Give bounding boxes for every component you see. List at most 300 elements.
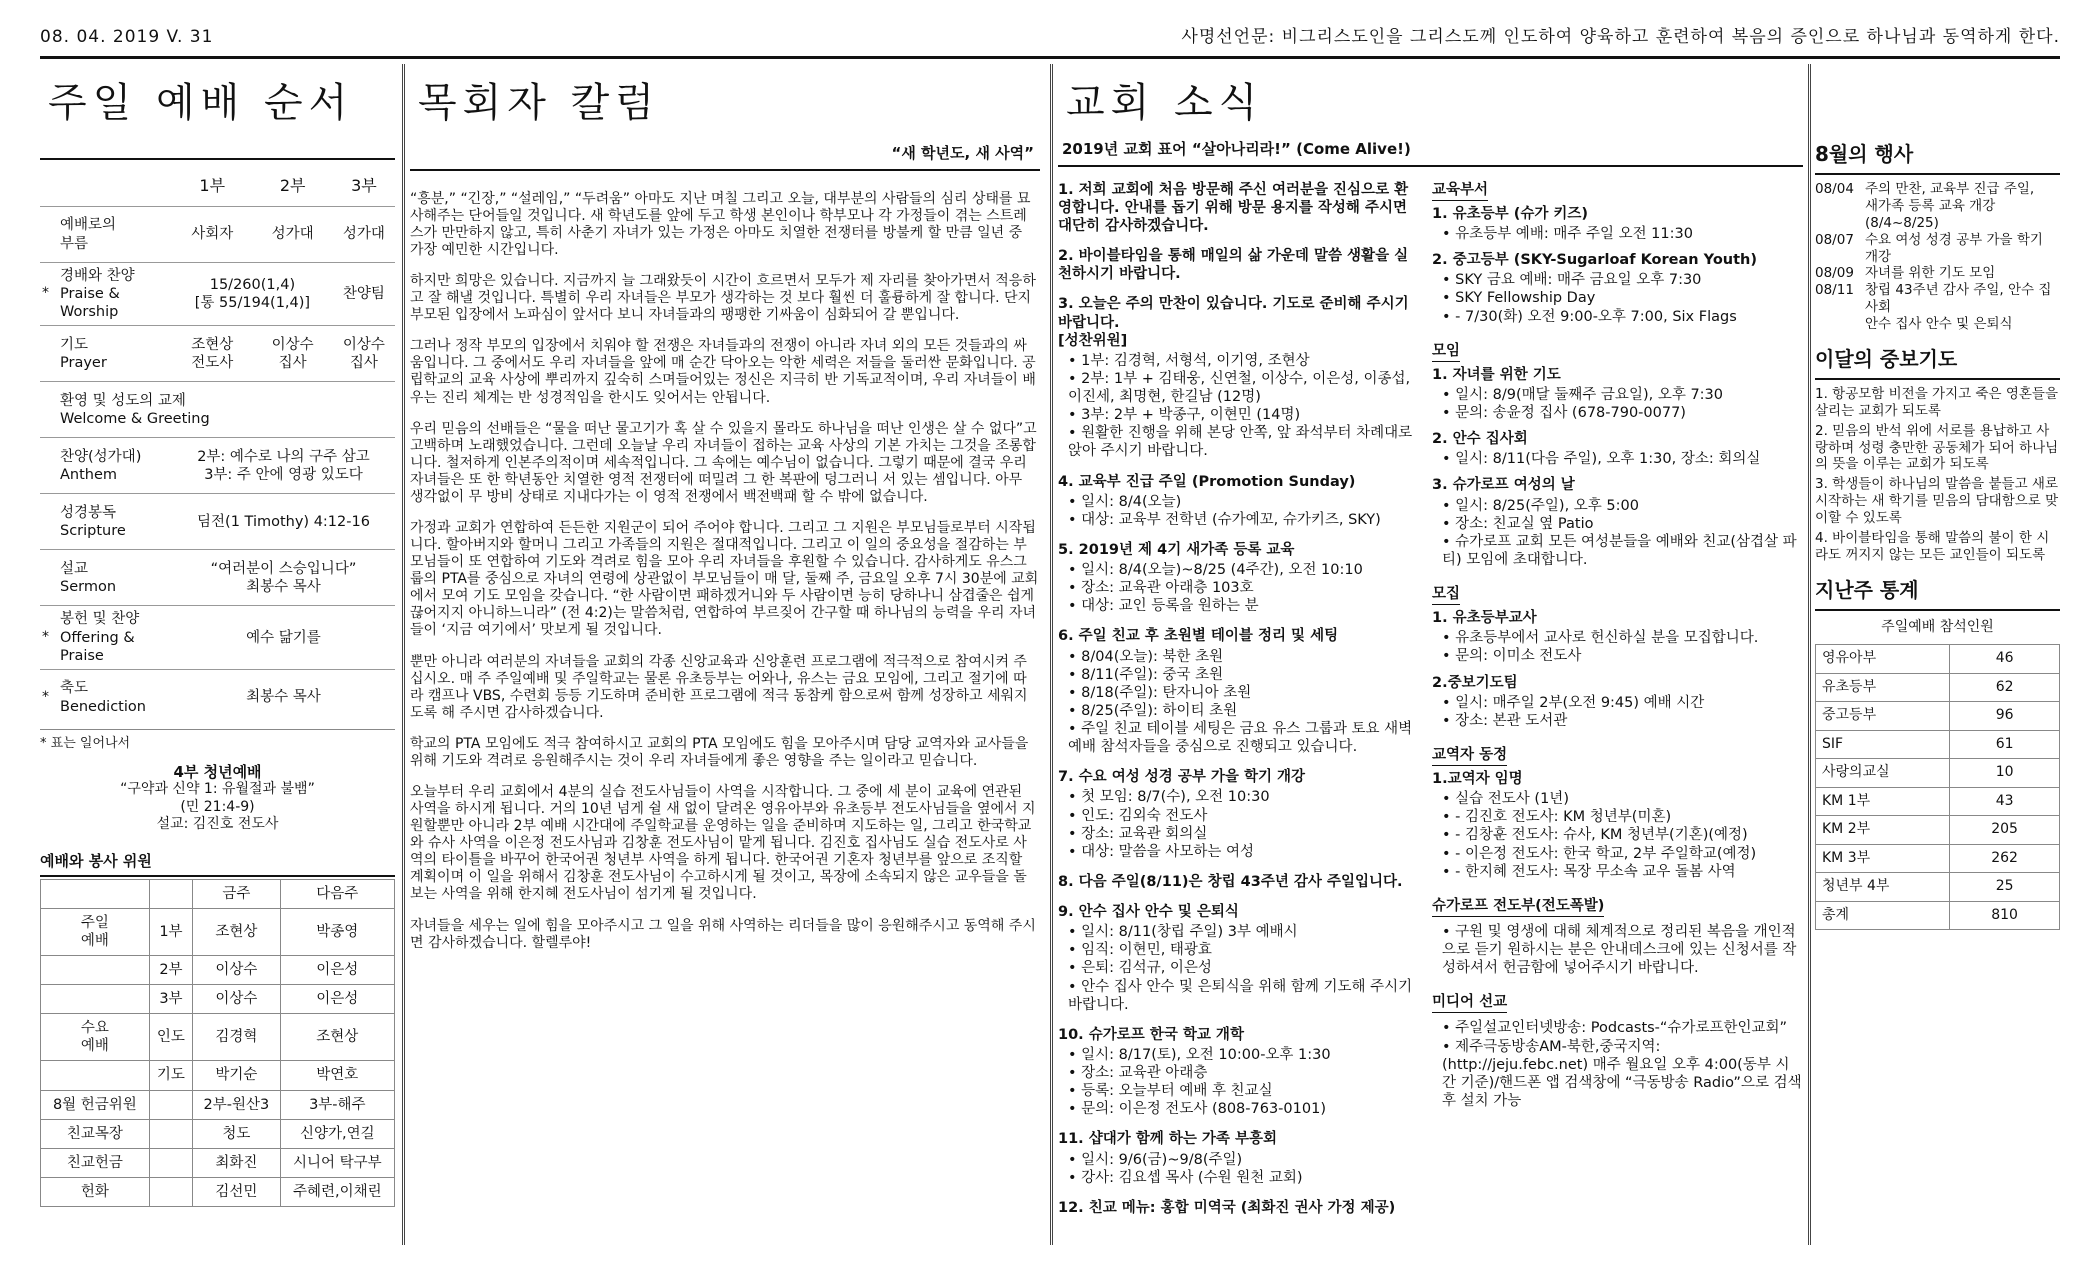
staff-cell: 기도 [149,1061,192,1090]
prayer-title: 이달의 중보기도 [1815,346,1958,371]
worship-row [40,669,395,725]
news-item [1058,768,1418,861]
news-entry-detail: • 장소: 친교실 옆 Patio [1442,515,1802,533]
column-subtitle: “새 학년도, 새 사역” [891,144,1034,162]
events-title: 8월의 행사 [1815,142,1914,166]
top-bar [40,22,2060,54]
news-entry-list [1442,271,1802,325]
worship-row [40,438,395,494]
news-item-title: 5. 2019년 제 4기 새가족 등록 교육 [1058,541,1295,558]
news-entry-detail: • 주일설교인터넷방송: Podcasts-“슈가로프한인교회” [1442,1019,1802,1037]
stand-mark [40,382,58,438]
stand-mark [40,550,58,606]
news-entry-detail: • - 이은정 전도사: 한국 학교, 2부 주일학교(예정) [1442,845,1802,863]
news-item [1058,1130,1418,1186]
news-item [1058,181,1418,235]
news-entry-detail: • 유초등부 예배: 매주 주일 오전 11:30 [1442,225,1802,243]
item-value: 성가대 [252,207,332,263]
staff-cell [149,1148,192,1177]
stats-value: 262 [1950,844,2060,873]
service-col-2: 2부 [279,176,306,195]
column-body [410,191,1040,952]
news-entry-list [1442,923,1802,977]
event-desc: 자녀를 위한 기도 모임 [1865,265,1996,282]
column-paragraph: 학교의 PTA 모임에도 적극 참여하시고 교회의 PTA 모임에도 힘을 모아주시며 담당 교역자와 교사들을 위해 기도와 격려로 응원해주시는 것이 우리 자녀들에게 좋은 영향을 주는 일이라고 믿습니다. [410,735,1029,769]
event-row [1815,181,2060,232]
worship-row [40,382,395,438]
youth-worship [40,763,395,834]
staff-title: 예배와 봉사 위원 [40,851,152,870]
news-entry-list [1442,225,1802,243]
event-date: 08/11 [1815,282,1854,299]
news-item-list [1068,352,1418,461]
news-left [1058,181,1418,1229]
stats-label: KM 2부 [1816,816,1950,845]
event-desc: 수요 여성 성경 공부 가을 학기 개강 [1865,231,2043,265]
news-item-detail: • 대상: 말씀을 사모하는 여성 [1068,843,1418,861]
event-date: 08/07 [1815,231,1854,248]
staff-cell [149,1090,192,1119]
staff-cell: 조현상 [193,908,281,955]
news-entry-title: 3. 슈가로프 여성의 날 [1432,477,1575,494]
staff-cell: 2부 [149,955,192,984]
news-entry-detail: • 일시: 8/11(다음 주일), 오후 1:30, 장소: 회의실 [1442,450,1802,468]
worship-row [40,494,395,550]
staff-head: 금주 [193,879,281,908]
staff-cell: 인도 [149,1014,192,1061]
stats-title: 지난주 통계 [1815,577,1919,602]
news-item [1058,903,1418,1014]
stand-mark: * [40,669,58,725]
stats-head: 주일예배 참석인원 [1881,618,1994,635]
staff-row [41,1014,395,1061]
stats-label: 중고등부 [1816,702,1950,731]
item-value: “여러분이 스승입니다” 최봉수 목사 [172,550,395,606]
news-item-detail: • 강사: 김요셉 목사 (수원 원천 교회) [1068,1169,1418,1187]
stand-mark [40,207,58,263]
stand-mark [40,494,58,550]
news-item-list [1068,1151,1418,1187]
news-entry-detail: • 장소: 본관 도서관 [1442,712,1802,730]
column-title: 목회자 칼럼 [418,80,660,126]
column-paragraph: 하지만 희망은 있습니다. 지금까지 늘 그래왔듯이 시간이 흐르면서 모두가 제 자리를 찾아가면서 적응하고 잘 해낼 것입니다. 특별히 우리 자녀들은 부모가 생각하는 것 보다 훨씬 더 훌륭하게 잘 합니다. 단지 부모된 입장에서 노파심이 앞서다 보니 자녀들과의 팽팽한 기싸움이 심화되어 갈 뿐입니다. [410,273,1036,324]
top-rule [40,56,2060,59]
prayer-item: 3. 학생들이 하나님의 말씀을 붙들고 새로 시작하는 새 학기를 믿음의 담대함으로 맞이할 수 있도록 [1815,476,2059,526]
column-paragraph: 오늘부터 우리 교회에서 4분의 실습 전도사님들이 사역을 시작합니다. 그 중에 세 분이 교육에 연관된 사역을 하시게 됩니다. 거의 10년 넘게 쉴 새 없이 달려온 영유아부와 유초등부 전도사님들을 옆에서 지원할뿐만 아니라 2부 예배 시간대에 주일학교를 운영하는 일을 준비하며 지도하는 일, 그리고 한국학교와 슈사 사역을 이은정 전도사님과 김창훈 전도사님이 맡게 됩니다. 김진호 집사님도 실습 전도사로 사역의 타이틀을 바꾸어 한국어권 청년부 사역을 하게 됩니다. 한국어권 기혼자 청년부를 앞으로 조직할 계획이며 이 일을 위해서 김창훈 전도사님이 수고하시게 될 것이고, 목장에 소속되지 않은 교우들을 돌보는 사역을 위해 한지혜 전도사님이 섬기게 될 것입니다. [410,784,1036,903]
item-value: 딤전(1 Timothy) 4:12-16 [172,494,395,550]
news-item-detail: • 1부: 김경혁, 서형석, 이기영, 조현상 [1068,352,1418,370]
news-item-detail: • 대상: 교육부 전학년 (슈가예꼬, 슈가키즈, SKY) [1068,511,1418,529]
pastor-column [410,64,1040,1245]
item-value: 이상수 집사 [252,326,332,382]
news-section-title: 교육부서 [1432,181,1488,201]
news-column [1058,64,1803,1245]
staff-cell [41,955,150,984]
news-entry-list [1442,790,1802,881]
worship-column [40,64,395,1245]
news-entry-list [1442,1019,1802,1110]
staff-cell: 주일 예배 [41,908,150,955]
news-section-title: 슈가로프 전도부(전도폭발) [1432,897,1604,917]
event-desc: 주의 만찬, 교육부 진급 주일, 새가족 등록 교육 개강 (8/4~8/25) [1865,181,2035,231]
mission-statement: 사명선언문: 비그리스도인을 그리스도께 인도하여 양육하고 훈련하여 복음의 증인으로 하나님과 동역하게 한다. [1181,27,2060,48]
service-col-1: 1부 [199,176,226,195]
news-entry-list [1442,450,1802,468]
news-entry [1432,476,1802,569]
event-row [1815,265,2060,282]
news-entry-detail: • 슈가로프 교회 모든 여성분들을 예배와 친교(삼겹살 파티) 모임에 초대합니다. [1442,533,1802,569]
worship-row [40,326,395,382]
news-item-detail: • 일시: 8/11(창립 주일) 3부 예배시 [1068,923,1418,941]
worship-row [40,550,395,606]
item-value: 예수 닮기를 [172,606,395,669]
news-item-detail: • 대상: 교인 등록을 원하는 분 [1068,597,1418,615]
news-item-detail: • 3부: 2부 + 박종구, 이현민 (14명) [1068,406,1418,424]
staff-cell: 친교목장 [41,1119,150,1148]
staff-cell [41,985,150,1014]
news-entry [1432,609,1802,665]
news-item-list [1068,493,1418,529]
staff-row [41,1119,395,1148]
header-blank [58,166,172,207]
stats-label: 유초등부 [1816,673,1950,702]
news-entry [1432,366,1802,422]
staff-cell: 8월 헌금위원 [41,1090,150,1119]
news-entry-title: 1. 자녀를 위한 기도 [1432,366,1561,383]
staff-cell: 조현상 [280,1014,394,1061]
item-value: 조현상 전도사 [172,326,252,382]
staff-row [41,1090,395,1119]
staff-cell: 박기순 [193,1061,281,1090]
news-item-title: 12. 친교 메뉴: 홍합 미역국 (최화진 권사 가정 제공) [1058,1199,1396,1216]
news-item-title: 1. 저희 교회에 처음 방문해 주신 여러분을 진심으로 환영합니다. 안내를 돕기 위해 방문 용지를 작성해 주시면 대단히 감사하겠습니다. [1058,181,1409,234]
stats-value: 96 [1950,702,2060,731]
news-item-title: 8. 다음 주일(8/11)은 창립 43주년 감사 주일입니다. [1058,873,1403,890]
item-value: 최봉수 목사 [172,669,395,725]
staff-cell: 1부 [149,908,192,955]
worship-row [40,263,395,326]
youth-lines [40,781,395,834]
news-section-title: 모집 [1432,585,1460,605]
news-item-title: 11. 샵대가 함께 하는 가족 부흥회 [1058,1131,1278,1148]
item-value: 15/260(1,4) [통 55/194(1,4)] [172,263,333,326]
news-item-title: 10. 슈가로프 한국 학교 개학 [1058,1026,1244,1043]
column-paragraph: 가정과 교회가 연합하여 든든한 지원군이 되어 주어야 합니다. 그리고 그 지원은 부모님들로부터 시작됩니다. 할아버지와 할머니 그리고 가족들의 지원은 절대적입니다. 그리고 이 일의 중요성을 절감하는 부모님들이 또 연합하여 기도와 격려로 힘을 모아 우리 자녀들을 후원할 수 있습니다. 감사하게도 유스그룹의 PTA를 중심으로 자녀의 연령에 상관없이 부모님들이 매 달, 둘째 주, 금요일 오후 7시 30분에 교회에서 모여 기도 모임을 갖습니다. “한 사람이면 패하겠거니와 두 사람이면 능히 당하나니 삼겹줄은 쉽게 끊어지지 아니하느니라” (전 4:2)는 말씀처럼, 연합하여 부르짖어 간구할 때 하나님의 능력을 우리 자녀들이 ‘지금 여기에서’ 맛보게 될 것입니다. [410,520,1039,639]
staff-cell: 3부-해주 [280,1090,394,1119]
date-volume: 08. 04. 2019 V. 31 [40,27,214,48]
event-desc: 창립 43주년 감사 주일, 안수 집사회 안수 집사 안수 및 은퇴식 [1865,282,2052,332]
news-entry-detail: • 일시: 8/25(주일), 오후 5:00 [1442,497,1802,515]
stats-row [1816,673,2060,702]
news-item-list [1068,923,1418,1014]
staff-table [40,879,395,1208]
staff-cell: 박종영 [280,908,394,955]
youth-line: “구약과 신약 1: 유월절과 불뱀” [120,781,315,798]
church-motto: 2019년 교회 표어 “살아나리라!” (Come Alive!) [1062,140,1411,158]
news-item-detail: • 8/04(오늘): 북한 초원 [1068,648,1418,666]
news-item [1058,247,1418,283]
news-entry-detail: • 제주극동방송AM-북한,중국지역:(http://jeju.febc.net) 매주 월요일 오후 4:00(동부 시간 기준)/핸드폰 앱 검색창에 “극동방송 Radio”으로 검색 후 설치 가능 [1442,1038,1802,1111]
item-name: 축도 Benediction [58,669,172,725]
staff-cell: 김선민 [193,1177,281,1206]
stats-label: SIF [1816,730,1950,759]
stats-row [1816,759,2060,788]
stand-mark: * [40,263,58,326]
news-title: 교회 소식 [1066,80,1264,126]
stats-table [1815,644,2060,930]
stand-note: * 표는 일어나서 [40,736,131,752]
news-entry-detail: • 유초등부에서 교사로 헌신하실 분을 모집합니다. [1442,629,1802,647]
news-entry-title: 1. 유초등부교사 [1432,610,1537,627]
news-item-list [1068,788,1418,861]
news-entry-title: 1.교역자 임명 [1432,771,1523,787]
item-name: 환영 및 성도의 교제 Welcome & Greeting [58,382,395,438]
news-entry-detail: • - 김진호 전도사: KM 청년부(미혼) [1442,808,1802,826]
item-name: 예배로의 부름 [58,207,172,263]
news-item-detail: • 장소: 교육관 회의실 [1068,825,1418,843]
news-item [1058,1026,1418,1119]
news-entry-list [1442,694,1802,730]
news-entry [1432,923,1802,977]
item-name: 경배와 찬양 Praise & Worship [58,263,172,326]
staff-cell: 2부-원산3 [193,1090,281,1119]
news-section [1432,993,1802,1110]
stand-mark [40,438,58,494]
news-entry-title: 2.중보기도팀 [1432,674,1518,691]
item-value: 이상수 집사 [333,326,395,382]
news-entry [1432,674,1802,730]
item-value: 찬양팀 [333,263,395,326]
stats-label: KM 1부 [1816,787,1950,816]
stats-row [1816,844,2060,873]
news-entry-title: 1. 유초등부 (슈가 키즈) [1432,205,1589,222]
news-section-title: 교역자 동정 [1432,746,1507,766]
staff-row [41,908,395,955]
column-paragraph: “흥분,” “긴장,” “설레임,” “두려움” 아마도 지난 며칠 그리고 오늘, 대부분의 사람들의 심리 상태를 묘사해주는 단어들일 것입니다. 새 학년도를 앞에 두고 학생 본인이나 학부모나 각 가정들이 겪는 스트레스가 만만하지 않고, 특히 사춘기 자녀가 있는 가정은 아마도 치열한 전쟁터를 방불케 할 만큼 일년 중 가장 예민한 시간입니다. [410,190,1031,258]
news-entry-title: 2. 중고등부 (SKY-Sugarloaf Korean Youth) [1432,252,1757,269]
news-item-detail: • 은퇴: 김석규, 이은성 [1068,959,1418,977]
stats-value: 25 [1950,873,2060,902]
staff-cell: 친교헌금 [41,1148,150,1177]
item-name: 봉헌 및 찬양 Offering & Praise [58,606,172,669]
news-entry [1432,770,1802,881]
stats-label: 사랑의교실 [1816,759,1950,788]
prayer-item: 4. 바이블타임을 통해 말씀의 불이 한 시라도 꺼지지 않는 모든 교인들이 되도록 [1815,529,2050,563]
staff-cell: 이상수 [193,985,281,1014]
news-item-detail: • 첫 모임: 8/7(수), 오전 10:30 [1068,788,1418,806]
news-item-detail: • 안수 집사 안수 및 은퇴식을 위해 함께 기도해 주시기 바랍니다. [1068,978,1418,1014]
prayer-list [1815,386,2060,564]
news-item-detail: • 원활한 진행을 위해 본당 안쪽, 앞 좌석부터 차례대로 앉아 주시기 바랍니다. [1068,424,1418,460]
staff-cell: 수요 예배 [41,1014,150,1061]
news-entry-detail: • 문의: 송윤정 집사 (678-790-0077) [1442,404,1802,422]
event-row [1815,282,2060,333]
staff-cell: 이은성 [280,955,394,984]
stats-row [1816,816,2060,845]
news-item-detail: • 일시: 9/6(금)~9/8(주일) [1068,1151,1418,1169]
staff-cell: 3부 [149,985,192,1014]
staff-cell: 김경혁 [193,1014,281,1061]
youth-line: 설교: 김진호 전도사 [156,816,279,833]
news-item [1058,627,1418,756]
stats-value: 43 [1950,787,2060,816]
service-col-3: 3부 [351,176,377,195]
news-item-title: 9. 안수 집사 안수 및 은퇴식 [1058,904,1239,920]
stats-row [1816,873,2060,902]
news-item [1058,541,1418,616]
events-column [1815,64,2060,1245]
staff-cell [41,1061,150,1090]
news-section [1432,342,1802,569]
staff-row [41,1148,395,1177]
event-date: 08/04 [1815,181,1854,197]
news-entry [1432,430,1802,468]
item-value: 사회자 [172,207,252,263]
news-item-detail: • 장소: 교육관 아래층 [1068,1064,1418,1082]
news-entry-detail: • 구원 및 영생에 대해 체계적으로 정리된 복음을 개인적으로 듣기 원하시는 분은 안내데스크에 있는 신청서를 작성하셔서 헌금함에 넣어주시기 바랍니다. [1442,923,1802,977]
news-section [1432,746,1802,881]
news-entry-detail: • 실습 전도사 (1년) [1442,790,1802,808]
stats-row [1816,730,2060,759]
news-entry-detail: • 일시: 8/9(매달 둘째주 금요일), 오후 7:30 [1442,386,1802,404]
staff-head [41,879,150,908]
news-item-detail: • 문의: 이은정 전도사 (808-763-0101) [1068,1100,1418,1118]
events-list [1815,181,2060,333]
news-entry-detail: • - 7/30(화) 오전 9:00-오후 7:00, Six Flags [1442,308,1802,326]
stats-row [1816,702,2060,731]
worship-row [40,606,395,669]
item-name: 설교 Sermon [58,550,172,606]
news-item-list [1068,561,1418,615]
youth-title: 4부 청년예배 [173,762,262,781]
staff-cell [149,1177,192,1206]
staff-head [149,879,192,908]
news-item-detail: • 일시: 8/4(오늘)~8/25 (4주간), 오전 10:10 [1068,561,1418,579]
news-item [1058,473,1418,529]
staff-row [41,1177,395,1206]
staff-head: 다음주 [280,879,394,908]
column-paragraph: 자녀들을 세우는 일에 힘을 모아주시고 그 일을 위해 사역하는 리더들을 많이 응원해주시고 동역해 주시면 감사하겠습니다. 할렐루야! [410,917,1036,951]
stats-label: 청년부 4부 [1816,873,1950,902]
staff-row [41,955,395,984]
staff-cell [149,1119,192,1148]
news-item-detail: • 일시: 8/17(토), 오전 10:00-오후 1:30 [1068,1046,1418,1064]
header-blank [40,166,58,207]
news-item-detail: • 일시: 8/4(오늘) [1068,493,1418,511]
news-item-detail: • 주일 친교 테이블 세팅은 금요 유스 그룹과 토요 새벽 예배 참석자들을 중심으로 진행되고 있습니다. [1068,720,1418,756]
worship-row [40,207,395,263]
item-name: 기도 Prayer [58,326,172,382]
news-item-title: 6. 주일 친교 후 초원별 테이블 정리 및 세팅 [1058,628,1339,645]
news-entry-list [1442,629,1802,665]
staff-cell: 시니어 탁구부 [280,1148,394,1177]
staff-cell: 주혜련,이채린 [280,1177,394,1206]
staff-cell: 최화진 [193,1148,281,1177]
stats-row [1816,901,2060,930]
news-item-detail: • 장소: 교육관 아래층 103호 [1068,579,1418,597]
news-section-title: 모임 [1432,342,1460,362]
worship-title: 주일 예배 순서 [48,80,354,126]
news-item-list [1068,1046,1418,1119]
staff-cell: 박연호 [280,1061,394,1090]
news-item-detail: • 8/18(주일): 탄자니아 초원 [1068,684,1418,702]
news-item-detail: • 임직: 이현민, 태광효 [1068,941,1418,959]
youth-line: (민 21:4-9) [180,798,255,815]
news-section-title: 미디어 선교 [1432,993,1507,1013]
news-item-list [1068,648,1418,757]
news-entry-detail: • SKY Fellowship Day [1442,289,1802,307]
news-entry [1432,1019,1802,1110]
news-item-sub: [성찬위원] [1058,332,1128,349]
news-section [1432,585,1802,730]
news-item-detail: • 등록: 오늘부터 예배 후 친교실 [1068,1082,1418,1100]
stats-row [1816,645,2060,674]
stats-label: KM 3부 [1816,844,1950,873]
prayer-item: 1. 항공모함 비전을 가지고 죽은 영혼들을 살리는 교회가 되도록 [1815,385,2058,419]
event-row [1815,232,2060,266]
news-entry-list [1442,497,1802,570]
news-entry-detail: • 문의: 이미소 전도사 [1442,647,1802,665]
news-item-detail: • 8/11(주일): 중국 초원 [1068,666,1418,684]
stats-value: 810 [1950,901,2060,930]
stats-value: 61 [1950,730,2060,759]
item-value: 성가대 [333,207,395,263]
news-entry-list [1442,386,1802,422]
stand-mark [40,326,58,382]
stats-value: 205 [1950,816,2060,845]
stats-value: 10 [1950,759,2060,788]
news-item-title: 2. 바이블타임을 통해 매일의 삶 가운데 말씀 생활을 실천하시기 바랍니다. [1058,248,1409,283]
staff-cell: 신양가,연길 [280,1119,394,1148]
stand-mark: * [40,606,58,669]
staff-cell: 헌화 [41,1177,150,1206]
news-entry-detail: • 일시: 매주일 2부(오전 9:45) 예배 시간 [1442,694,1802,712]
column-paragraph: 우리 믿음의 선배들은 “물을 떠난 물고기가 혹 살 수 있을지 몰라도 하나님을 떠난 인생은 살 수 없다”고 고백하며 노래했었습니다. 그런데 오늘날 우리 자녀들이 접하는 교육 사상의 기본 가치는 그것을 조롱합니다. 철저하게 인본주의적이며 세속적입니다. 그 속에는 예수님이 없습니다. 그렇기 때문에 결국 우리 자녀들은 또 한 학년동안 치열한 영적 전쟁터에 떠밀려 그 한 복판에 덩그러니 서 있는 셈입니다. 아무 생각없이 무 방비 상태로 지내다가는 이 영적 전쟁에서 백전백패 할 수 밖에 없습니다. [410,420,1037,505]
news-item [1058,873,1418,891]
column-paragraph: 그러나 정작 부모의 입장에서 치워야 할 전쟁은 자녀들과의 전쟁이 아니라 자녀 외의 모든 것들과의 싸움입니다. 그 중에서도 우리 자녀들을 앞에 매 순간 닥아오는 악한 세력은 저들을 둘러싼 문화입니다. 공립학교의 교육 사상에 뿌리까지 깊숙히 스며들어있는 정신은 지극히 반 기독교적이며, 우리 자녀들이 배우는 진리 체계는 반 성경적임을 한시도 잊어서는 안됩니다. [410,338,1036,406]
news-item-detail: • 인도: 김외숙 전도사 [1068,807,1418,825]
news-section [1432,181,1802,326]
staff-row [41,985,395,1014]
stats-value: 46 [1950,645,2060,674]
news-entry [1432,251,1802,326]
column-paragraph: 뿐만 아니라 여러분의 자녀들을 교회의 각종 신앙교육과 신앙훈련 프로그램에 적극적으로 참여시켜 주십시오. 매 주 주일예배 및 주일학교는 물론 유초등부는 어와나, 유스는 금요 모임에, 그리고 절기에 따라 캠프나 VBS, 수련회 등등 기도하며 준비한 프로그램에 적극 동참케 함으로써 함께 성장하고 세워지도록 해 주시면 감사하겠습니다. [410,653,1028,721]
news-item-title: 4. 교육부 진급 주일 (Promotion Sunday) [1058,473,1356,490]
item-name: 찬양(성가대) Anthem [58,438,172,494]
news-item [1058,295,1418,460]
news-item-title: 7. 수요 여성 성경 공부 가을 학기 개강 [1058,769,1306,786]
staff-cell: 청도 [193,1119,281,1148]
news-entry-detail: • SKY 금요 예배: 매주 금요일 오후 7:30 [1442,271,1802,289]
stats-label: 총계 [1816,901,1950,930]
worship-order-table [40,166,395,725]
item-name: 성경봉독 Scripture [58,494,172,550]
news-item-detail: • 8/25(주일): 하이티 초원 [1068,702,1418,720]
item-value: 2부: 예수로 나의 구주 삼고 3부: 주 안에 영광 있도다 [172,438,395,494]
staff-cell: 이은성 [280,985,394,1014]
news-section [1432,897,1802,978]
news-entry-detail: • - 김창훈 전도사: 슈사, KM 청년부(기혼)(예정) [1442,826,1802,844]
news-right [1432,181,1802,1229]
staff-cell: 이상수 [193,955,281,984]
news-entry-title: 2. 안수 집사회 [1432,431,1528,448]
news-item-title: 3. 오늘은 주의 만찬이 있습니다. 기도로 준비해 주시기 바랍니다. [1058,296,1409,331]
stats-row [1816,787,2060,816]
prayer-item: 2. 믿음의 반석 위에 서로를 용납하고 사랑하며 성령 충만한 공동체가 되어 하나님의 뜻을 이루는 교회가 되도록 [1815,422,2059,473]
news-item-detail: • 2부: 1부 + 김태웅, 신연철, 이상수, 이은성, 이종섭, 이진세, 최명현, 한길남 (12명) [1068,370,1418,406]
news-item [1058,1199,1418,1217]
news-entry-detail: • - 한지혜 전도사: 목장 무소속 교우 돌봄 사역 [1442,863,1802,881]
